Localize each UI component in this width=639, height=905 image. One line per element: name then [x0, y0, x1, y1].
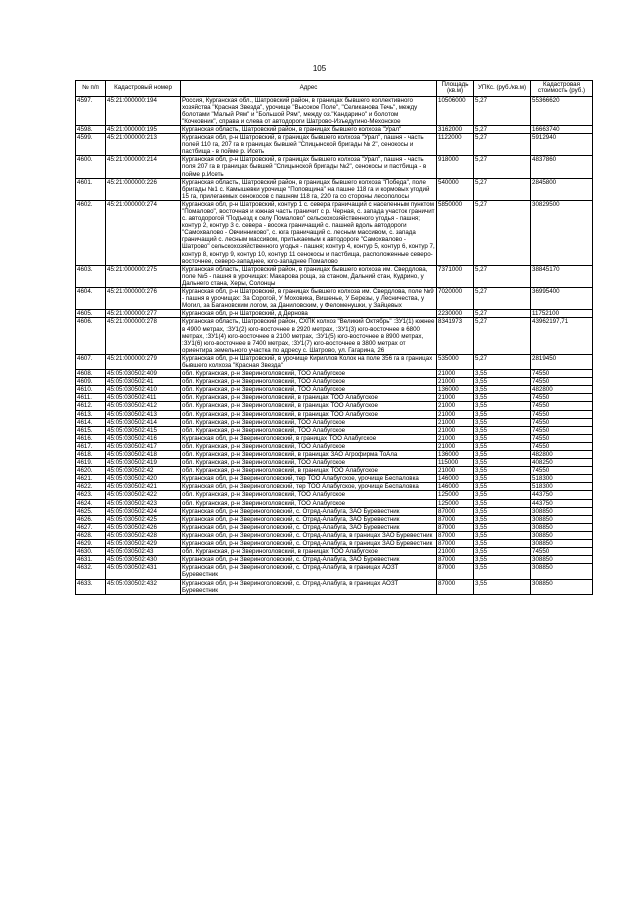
cell-cadastral-cost: 74550	[531, 402, 593, 410]
cell-cadastral-cost: 74550	[531, 370, 593, 378]
table-row	[76, 556, 593, 564]
cell-num: 4622.	[76, 483, 106, 491]
cell-area: 136000	[437, 386, 474, 394]
cell-upks: 3,55	[474, 579, 531, 594]
table-row	[76, 318, 593, 354]
table-row	[76, 288, 593, 310]
cell-area: 87000	[437, 523, 474, 531]
header-cadastral-cost: Кадастровая стоимость (руб.)	[531, 81, 593, 97]
cell-num: 4617.	[76, 442, 106, 450]
cell-address: Курганская обл, р-н Звериноголовский, с. Отряд-Алабуга, ЗАО Буревестник	[181, 507, 437, 515]
cell-cadastral-cost: 4837860	[531, 156, 593, 178]
cell-num: 4620.	[76, 467, 106, 475]
cell-address: Курганская обл, р-н Звериноголовский, тер ТОО Алабугское, урочище Беспаловка	[181, 475, 437, 483]
cell-area: 10506000	[437, 96, 474, 125]
cell-cadastral-cost: 308850	[531, 579, 593, 594]
cell-cadastral-cost: 38845170	[531, 265, 593, 287]
cell-area: 87000	[437, 515, 474, 523]
cell-address: Курганская область, Шатровский район, СХПК колхоз "Великий Октябрь" :ЗУ1(1) южнее в 4900 метрах, :ЗУ1(2) юго-восточнее в 2920 метрах, :ЗУ1(3) юго-восточнее в 6800 метрах, :ЗУ1(4) юго-восточнее в 2100 метрах, :ЗУ1(5) юго-восточнее в 8900 метрах, :ЗУ1(6) юго-восточнее в 7400 метрах, :ЗУ1(7) юго-восточнее в 3800 метрах от ориентира земельного участка по адресу с. Шатрово, ул. Гагарина, 26	[181, 318, 437, 354]
cell-address: обл. Курганская, р-н Звериноголовский, ТОО Алабугское	[181, 499, 437, 507]
table-row	[76, 499, 593, 507]
cell-cadastral-number: 45:05:030502:417	[106, 442, 181, 450]
table-row	[76, 134, 593, 156]
table-row	[76, 386, 593, 394]
cell-cadastral-cost: 308850	[531, 564, 593, 579]
cell-cadastral-cost: 11752100	[531, 310, 593, 318]
cell-area: 5850000	[437, 200, 474, 265]
cell-cadastral-cost: 36995400	[531, 288, 593, 310]
cell-address: обл. Курганская, р-н Звериноголовский, ТОО Алабугское	[181, 426, 437, 434]
cell-cadastral-cost: 482800	[531, 451, 593, 459]
cell-cadastral-cost: 74550	[531, 467, 593, 475]
table-row	[76, 178, 593, 200]
cell-area: 918000	[437, 156, 474, 178]
cell-cadastral-cost: 308850	[531, 531, 593, 539]
table-row	[76, 491, 593, 499]
table-row	[76, 434, 593, 442]
table-row	[76, 394, 593, 402]
cell-cadastral-cost: 308850	[531, 556, 593, 564]
cell-upks: 3,55	[474, 459, 531, 467]
cell-cadastral-cost: 74550	[531, 442, 593, 450]
cell-cadastral-number: 45:05:030502:409	[106, 370, 181, 378]
table-row	[76, 548, 593, 556]
table-row	[76, 564, 593, 579]
cell-cadastral-number: 45:05:030502:430	[106, 556, 181, 564]
cell-cadastral-number: 45:21:000000:274	[106, 200, 181, 265]
cell-cadastral-number: 45:05:030502:424	[106, 507, 181, 515]
cell-num: 4627.	[76, 523, 106, 531]
cell-area: 1122000	[437, 134, 474, 156]
table-row	[76, 426, 593, 434]
cell-address: обл. Курганская, р-н Звериноголовский, в границах ТОО Алабугское	[181, 394, 437, 402]
table-row	[76, 467, 593, 475]
cell-cadastral-cost: 518300	[531, 475, 593, 483]
cell-cadastral-cost: 443750	[531, 491, 593, 499]
cell-area: 125000	[437, 499, 474, 507]
cell-upks: 3,55	[474, 548, 531, 556]
cell-num: 4610.	[76, 386, 106, 394]
cell-cadastral-cost: 74550	[531, 418, 593, 426]
cell-area: 87000	[437, 531, 474, 539]
cell-upks: 3,55	[474, 434, 531, 442]
header-area: Площадь (кв.м)	[437, 81, 474, 97]
table-row	[76, 475, 593, 483]
cell-area: 21000	[437, 402, 474, 410]
cell-upks: 3,55	[474, 386, 531, 394]
cell-cadastral-number: 45:21:000000:213	[106, 134, 181, 156]
cell-area: 535000	[437, 354, 474, 369]
cell-cadastral-cost: 408250	[531, 459, 593, 467]
cell-cadastral-number: 45:05:030502:412	[106, 402, 181, 410]
cell-area: 21000	[437, 442, 474, 450]
cell-upks: 5,27	[474, 310, 531, 318]
cell-area: 87000	[437, 507, 474, 515]
cell-cadastral-cost: 74550	[531, 394, 593, 402]
cell-area: 540000	[437, 178, 474, 200]
table-row	[76, 507, 593, 515]
cell-cadastral-cost: 30829500	[531, 200, 593, 265]
table-row	[76, 442, 593, 450]
cell-cadastral-number: 45:05:030502:422	[106, 491, 181, 499]
cell-num: 4612.	[76, 402, 106, 410]
cell-cadastral-cost: 308850	[531, 515, 593, 523]
cell-num: 4602.	[76, 200, 106, 265]
table-row	[76, 523, 593, 531]
cell-cadastral-number: 45:05:030502:42	[106, 467, 181, 475]
cell-cadastral-cost: 74550	[531, 378, 593, 386]
cell-upks: 3,55	[474, 451, 531, 459]
cell-cadastral-cost: 74550	[531, 434, 593, 442]
cell-num: 4629.	[76, 540, 106, 548]
cell-cadastral-cost: 308850	[531, 540, 593, 548]
cell-address: обл. Курганская, р-н Звериноголовский, ТОО Алабугское	[181, 386, 437, 394]
cell-upks: 3,55	[474, 564, 531, 579]
cell-cadastral-number: 45:05:030502:418	[106, 451, 181, 459]
cell-cadastral-number: 45:05:030502:410	[106, 386, 181, 394]
cell-address: обл. Курганская, р-н Звериноголовский, ТОО Алабугское	[181, 378, 437, 386]
cell-upks: 3,55	[474, 556, 531, 564]
cell-address: обл. Курганская, р-н Звериноголовский, ТОО Алабугское	[181, 418, 437, 426]
cadastral-table	[75, 80, 593, 595]
cell-cadastral-cost: 43962197,71	[531, 318, 593, 354]
cell-num: 4619.	[76, 459, 106, 467]
cell-upks: 3,55	[474, 515, 531, 523]
cell-cadastral-number: 45:05:030502:431	[106, 564, 181, 579]
cell-area: 87000	[437, 556, 474, 564]
cell-upks: 3,55	[474, 410, 531, 418]
cell-num: 4606.	[76, 318, 106, 354]
cell-num: 4599.	[76, 134, 106, 156]
table-row	[76, 125, 593, 133]
cell-num: 4603.	[76, 265, 106, 287]
cell-upks: 5,27	[474, 200, 531, 265]
cell-area: 87000	[437, 579, 474, 594]
table-row	[76, 310, 593, 318]
table-row	[76, 459, 593, 467]
cell-num: 4632.	[76, 564, 106, 579]
cell-cadastral-cost: 74550	[531, 426, 593, 434]
cell-upks: 3,55	[474, 394, 531, 402]
cell-address: Курганская обл, р-н Звериноголовский, с. Отряд-Алабуга, ЗАО Буревестник	[181, 523, 437, 531]
cell-address: Россия, Курганская обл., Шатровский район, в границах бывшего коллективного хозяйства "Красная Звезда", урочище "Высокое Поле", "Селиканова Течь", между болотами "Малый Рям" и "Большой Рям", между оз."Кандарино" и болотом "Кочковник", справа и слева от автодороги Шатрово-Изъедугино-Мехонское	[181, 96, 437, 125]
cell-area: 136000	[437, 451, 474, 459]
table-body	[76, 96, 593, 594]
cell-cadastral-cost: 55366620	[531, 96, 593, 125]
cell-cadastral-number: 45:21:000000:278	[106, 318, 181, 354]
cell-cadastral-number: 45:05:030502:425	[106, 515, 181, 523]
cell-upks: 3,55	[474, 378, 531, 386]
cell-upks: 3,55	[474, 523, 531, 531]
cell-area: 21000	[437, 434, 474, 442]
cell-cadastral-number: 45:21:000000:279	[106, 354, 181, 369]
cell-upks: 3,55	[474, 499, 531, 507]
cell-address: обл. Курганская, р-н Звериноголовский, в границах ТОО Алабугское	[181, 402, 437, 410]
cell-num: 4615.	[76, 426, 106, 434]
cell-num: 4623.	[76, 491, 106, 499]
cell-address: Курганская обл, р-н Звериноголовский, с. Отряд-Алабуга, ЗАО Буревестник	[181, 515, 437, 523]
cell-num: 4614.	[76, 418, 106, 426]
cell-address: обл. Курганская, р-н Звериноголовский, ТОО Алабугское	[181, 459, 437, 467]
cell-cadastral-number: 45:05:030502:429	[106, 540, 181, 548]
table-row	[76, 378, 593, 386]
cell-num: 4633.	[76, 579, 106, 594]
cell-cadastral-cost: 5912940	[531, 134, 593, 156]
cell-area: 2230000	[437, 310, 474, 318]
cell-num: 4601.	[76, 178, 106, 200]
cell-area: 7020000	[437, 288, 474, 310]
cell-num: 4624.	[76, 499, 106, 507]
cell-cadastral-cost: 482800	[531, 386, 593, 394]
cell-cadastral-cost: 518300	[531, 483, 593, 491]
cell-num: 4598.	[76, 125, 106, 133]
table-row	[76, 370, 593, 378]
cell-address: Курганская область, Шатровский район, в границах бывшего колхоза им. Свердлова, поле №5 - пашня в урочищах: Макарова роща, за станом, Дальний стан, Кудрино, у Дальнего стана, Херы, Солонцы	[181, 265, 437, 287]
cell-area: 7371000	[437, 265, 474, 287]
cell-area: 8341973	[437, 318, 474, 354]
cell-area: 125000	[437, 491, 474, 499]
table-row	[76, 418, 593, 426]
cell-num: 4605.	[76, 310, 106, 318]
cell-cadastral-number: 45:21:000000:214	[106, 156, 181, 178]
header-upks: УПКс. (руб./кв.м)	[474, 81, 531, 97]
cell-num: 4616.	[76, 434, 106, 442]
cell-cadastral-number: 45:05:030502:41	[106, 378, 181, 386]
cell-address: Курганская обл, р-н Шатровский, в границах бывшего колхоза "Урал", пашня - часть поля 207 га в границах бывшей "Спицынской бригады №2", сенокосы и пастбища - в пойме р.Исеть	[181, 156, 437, 178]
cell-cadastral-number: 45:05:030502:426	[106, 523, 181, 531]
table-row	[76, 265, 593, 287]
header-address: Адрес	[181, 81, 437, 97]
cell-cadastral-number: 45:05:030502:411	[106, 394, 181, 402]
cell-cadastral-cost: 308850	[531, 523, 593, 531]
cell-address: Курганская обл, р-н Звериноголовский, с. Отряд-Алабуга, в границах ЗАО Буревестник	[181, 540, 437, 548]
cell-num: 4607.	[76, 354, 106, 369]
cell-cadastral-number: 45:05:030502:420	[106, 475, 181, 483]
cell-upks: 3,55	[474, 507, 531, 515]
cell-num: 4611.	[76, 394, 106, 402]
cell-cadastral-number: 45:21:000000:195	[106, 125, 181, 133]
cell-address: обл. Курганская, р-н Звериноголовский, в границах ТОО Алабугское	[181, 410, 437, 418]
cell-cadastral-number: 45:21:000000:276	[106, 288, 181, 310]
cell-cadastral-number: 45:05:030502:419	[106, 459, 181, 467]
cell-address: Курганская обл, р-н Звериноголовский, в границах ТОО Алабугское	[181, 434, 437, 442]
cell-upks: 5,27	[474, 318, 531, 354]
table-row	[76, 402, 593, 410]
cell-num: 4630.	[76, 548, 106, 556]
cell-upks: 3,55	[474, 467, 531, 475]
table-row	[76, 451, 593, 459]
cell-upks: 5,27	[474, 265, 531, 287]
cell-num: 4631.	[76, 556, 106, 564]
table-row	[76, 200, 593, 265]
table-row	[76, 410, 593, 418]
cell-upks: 3,55	[474, 531, 531, 539]
cell-upks: 3,55	[474, 491, 531, 499]
cell-upks: 3,55	[474, 483, 531, 491]
cell-cadastral-number: 45:05:030502:428	[106, 531, 181, 539]
cell-num: 4628.	[76, 531, 106, 539]
table-row	[76, 579, 593, 594]
cell-cadastral-number: 45:05:030502:416	[106, 434, 181, 442]
table-header-row	[76, 81, 593, 97]
table-row	[76, 354, 593, 369]
cell-address: Курганская обл, р-н Звериноголовский, с. Отряд-Алабуга, ЗАО Буревестник	[181, 556, 437, 564]
cell-address: Курганская обл, р-н Звериноголовский, тер ТОО Алабугское, урочище Беспаловка	[181, 483, 437, 491]
cell-upks: 5,27	[474, 354, 531, 369]
cell-address: Курганская обл, р-н Шатровский, д Дернова	[181, 310, 437, 318]
cell-num: 4608.	[76, 370, 106, 378]
cell-address: Курганская область, Шатровский район, в границах бывшего колхоза "Победа", поле бригады №1 с. Камышевки урочище "Поповщина" на пашне 118 га и кормовых угодий 15 га, прилегаемых сенокосов с пашням 118 га, 220 га со стороны лесополосы	[181, 178, 437, 200]
cell-address: обл. Курганская, р-н Звериноголовский, в границах ТОО Алабугское	[181, 467, 437, 475]
cell-address: обл. Курганская, р-н Звериноголовский, ТОО Алабугское	[181, 491, 437, 499]
table-row	[76, 96, 593, 125]
cell-upks: 3,55	[474, 442, 531, 450]
cell-area: 21000	[437, 370, 474, 378]
table-row	[76, 483, 593, 491]
cell-num: 4626.	[76, 515, 106, 523]
cell-cadastral-number: 45:05:030502:43	[106, 548, 181, 556]
cell-address: обл. Курганская, р-н Звериноголовский, в границах ТОО Алабугское	[181, 548, 437, 556]
cell-cadastral-cost: 74550	[531, 548, 593, 556]
cell-area: 21000	[437, 394, 474, 402]
cell-num: 4604.	[76, 288, 106, 310]
cell-address: Курганская обл, р-н Шатровский, в границах бывшего колхоза "Урал", пашня - часть полей 110 га, 207 га в границах бывшей "Спицынской бригады № 2", сенокосы и пастбища - в пойме р. Исеть	[181, 134, 437, 156]
cell-cadastral-number: 45:21:000000:226	[106, 178, 181, 200]
cell-address: обл. Курганская, р-н Звериноголовский, ТОО Алабугское	[181, 442, 437, 450]
cell-upks: 5,27	[474, 134, 531, 156]
header-cadastral-number: Кадастровый номер	[106, 81, 181, 97]
cell-num: 4597.	[76, 96, 106, 125]
cell-num: 4600.	[76, 156, 106, 178]
cell-cadastral-number: 45:05:030502:415	[106, 426, 181, 434]
cell-area: 21000	[437, 467, 474, 475]
cell-cadastral-cost: 443750	[531, 499, 593, 507]
table-row	[76, 531, 593, 539]
cell-num: 4609.	[76, 378, 106, 386]
cell-num: 4625.	[76, 507, 106, 515]
table-row	[76, 515, 593, 523]
cell-upks: 5,27	[474, 156, 531, 178]
cell-upks: 3,55	[474, 426, 531, 434]
cell-num: 4621.	[76, 475, 106, 483]
cell-cadastral-number: 45:05:030502:413	[106, 410, 181, 418]
cell-address: Курганская обл, р-н Шатровский, контур 1 с. севера граничащий с населенным пунктом "Помалово", восточная и южная часть граничит с р. Черная, с. запада участок граничит с. автодорогой "Подъезд к селу Помалово" сельскохозяйственного угодья - пашня; контур 2, контур 3 с. севера - восока граничащий с. пашней вдоль автодороги "Самохвалово - Овчинниково", с. юга граничащий с. лесным массивом, с. запада граничащий с. лесным массивом, притыкаемым к автодороге "Самохвалово - Шатрово" сельскохозяйственного угодья - пашня; контур 4, контур 5, контур 6, контур 7, контур 8, контур 9, контур 10, контур 11 сенокосы и пастбища, расположенные северо-восточнее, северо-западнее, юго-западнее Помалово	[182, 200, 435, 265]
cell-area: 21000	[437, 410, 474, 418]
cell-cadastral-number: 45:21:000000:194	[106, 96, 181, 125]
cell-cadastral-number: 45:05:030502:421	[106, 483, 181, 491]
cell-upks: 3,55	[474, 402, 531, 410]
cell-area: 21000	[437, 378, 474, 386]
header-num: № п/п	[76, 81, 106, 97]
cell-area: 115000	[437, 459, 474, 467]
cell-upks: 3,55	[474, 418, 531, 426]
cell-cadastral-cost: 2819450	[531, 354, 593, 369]
cell-area: 21000	[437, 418, 474, 426]
cell-cadastral-number: 45:21:000000:275	[106, 265, 181, 287]
cell-area: 21000	[437, 426, 474, 434]
cell-cadastral-cost: 16663740	[531, 125, 593, 133]
cell-area: 21000	[437, 548, 474, 556]
cell-cadastral-cost: 2845800	[531, 178, 593, 200]
page-number: 105	[312, 64, 327, 73]
cell-address: Курганская обл, р-н Звериноголовский, с. Отряд-Алабуга, в границах АОЗТ Буревестник	[181, 579, 437, 594]
cell-upks: 3,55	[474, 370, 531, 378]
cell-upks: 3,55	[474, 540, 531, 548]
cell-upks: 5,27	[474, 178, 531, 200]
cell-address: обл. Курганская, р-н Звериноголовский, ТОО Алабугское	[181, 370, 437, 378]
cell-cadastral-number: 45:05:030502:432	[106, 579, 181, 594]
cell-upks: 3,55	[474, 475, 531, 483]
cell-area: 146000	[437, 475, 474, 483]
cell-area: 87000	[437, 540, 474, 548]
cell-address: Курганская обл, р-н Шатровский, в урочище Кириллов Колок на поле 356 га в границах бывшего колхоза "Красная Звезда"	[181, 354, 437, 369]
cell-address: Курганская обл, р-н Шатровский, в границах бывшего колхоза им. Свердлова, поле №9 - пашня в урочищах: За Сорогой, У Моховика, Вишенье, У Березы, у Лесничества, у Могил, за Багановским логом, за Даниловским, у Феломенушки, у Зайцевых	[181, 288, 437, 310]
cell-upks: 5,27	[474, 288, 531, 310]
cell-cadastral-number: 45:05:030502:414	[106, 418, 181, 426]
cell-cadastral-number: 45:05:030502:423	[106, 499, 181, 507]
cell-area: 3162000	[437, 125, 474, 133]
cell-address: обл. Курганская, р-н Звериноголовский, в границах ЗАО Агрофирма ТоАла	[181, 451, 437, 459]
cell-area: 146000	[437, 483, 474, 491]
cell-cadastral-cost: 308850	[531, 507, 593, 515]
cell-num: 4618.	[76, 451, 106, 459]
cell-address: Курганская обл, р-н Звериноголовский, с. Отряд-Алабуга, в границах АОЗТ Буревестник	[181, 564, 437, 579]
cell-area: 87000	[437, 564, 474, 579]
cell-cadastral-number: 45:21:000000:277	[106, 310, 181, 318]
cell-address: Курганская область, Шатровский район, в границах бывшего колхоза "Урал"	[181, 125, 437, 133]
cell-num: 4613.	[76, 410, 106, 418]
cell-cadastral-cost: 74550	[531, 410, 593, 418]
cell-upks: 5,27	[474, 96, 531, 125]
cell-upks: 5,27	[474, 125, 531, 133]
cell-address: Курганская обл, р-н Звериноголовский, с. Отряд-Алабуга, в границах ЗАО Буревестник	[181, 531, 437, 539]
table-row	[76, 156, 593, 178]
table-row	[76, 540, 593, 548]
